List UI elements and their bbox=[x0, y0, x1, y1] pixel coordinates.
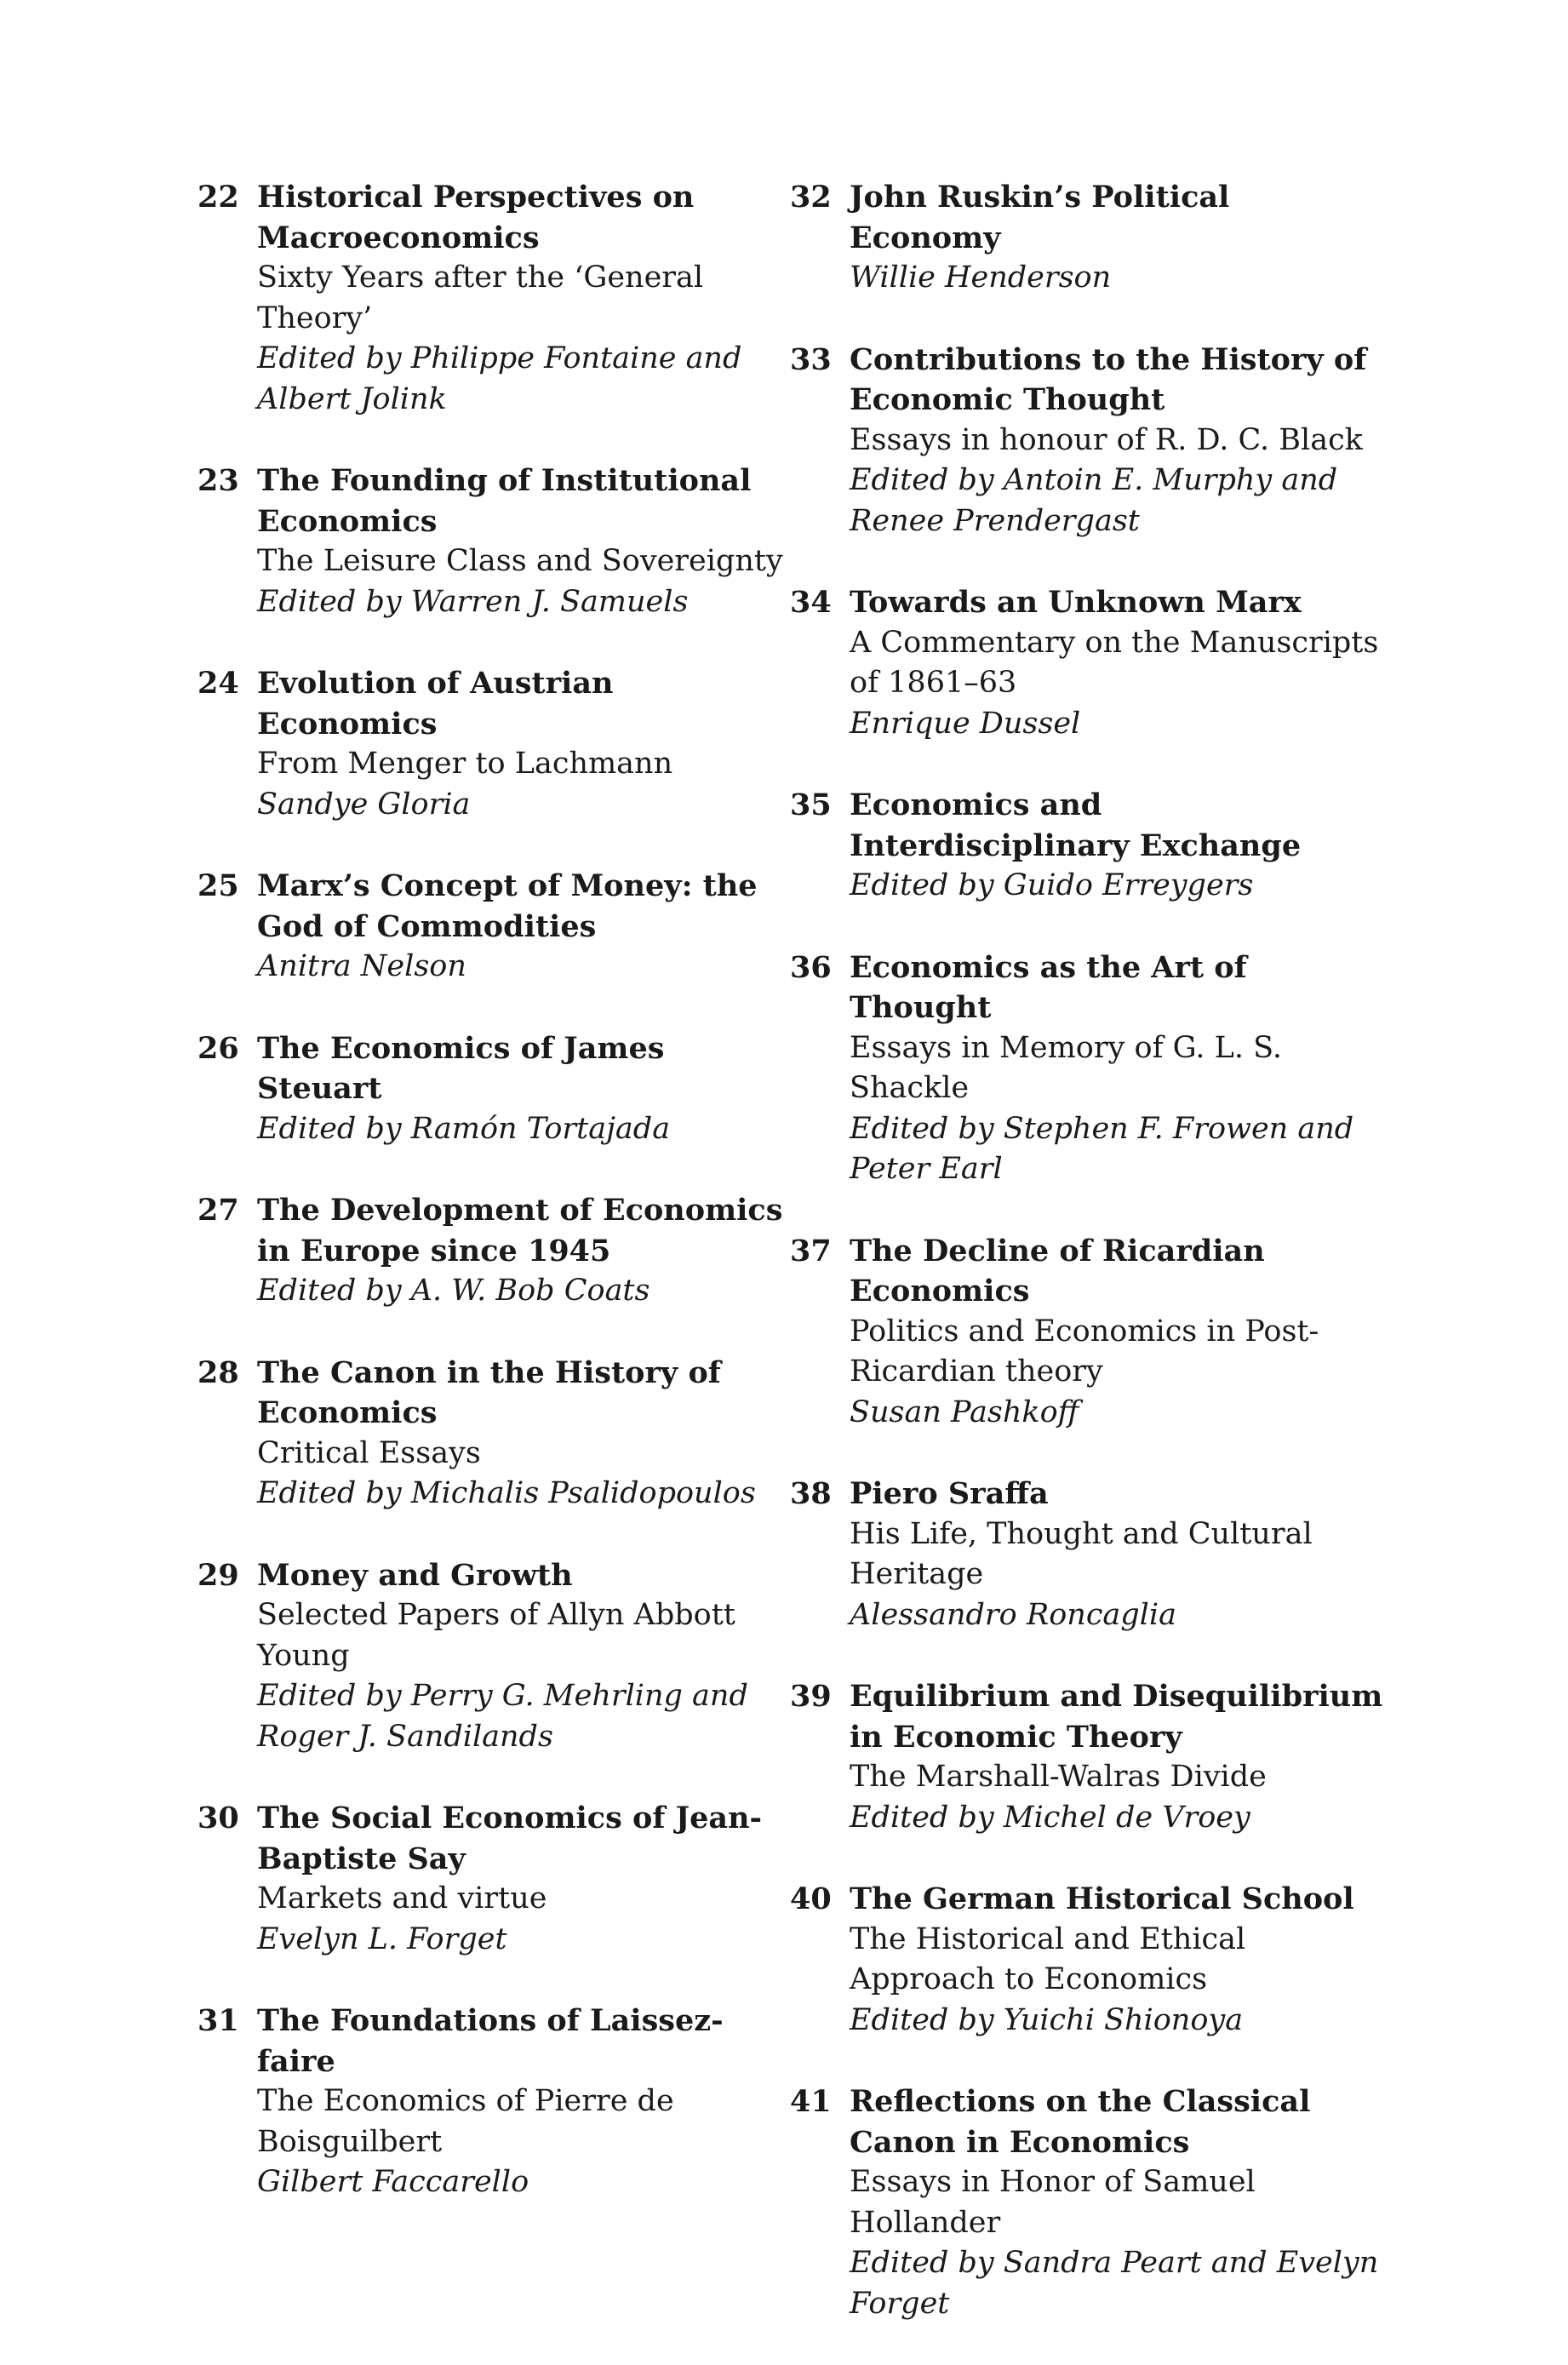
entry-number: 23 bbox=[197, 463, 239, 498]
entry-editor: Edited by Perry G. Mehrling and Roger J. Sandilands bbox=[257, 1679, 748, 1754]
series-entry-25 bbox=[197, 866, 793, 988]
entry-subtitle: From Menger to Lachmann bbox=[257, 747, 673, 781]
entry-title: Historical Perspectives on Macroeconomics bbox=[257, 180, 695, 255]
entry-editor: Edited by Guido Erreygers bbox=[850, 868, 1254, 902]
entry-editor: Edited by Stephen F. Frowen and Peter Earl bbox=[850, 1111, 1354, 1186]
entry-title: The Development of Economics in Europe since 1945 bbox=[257, 1193, 783, 1268]
entry-editor: Edited by Sandra Peart and Evelyn Forget bbox=[850, 2246, 1379, 2321]
series-entry-35 bbox=[790, 785, 1386, 907]
entry-subtitle: His Life, Thought and Cultural Heritage bbox=[850, 1516, 1313, 1591]
entry-title: Reflections on the Classical Canon in Economics bbox=[850, 2084, 1311, 2160]
right-column bbox=[790, 177, 1386, 2365]
entry-editor: Edited by Yuichi Shionoya bbox=[850, 2002, 1244, 2037]
series-entry-31 bbox=[197, 2001, 793, 2203]
entry-title: Money and Growth bbox=[257, 1557, 573, 1593]
entry-number: 37 bbox=[790, 1233, 832, 1268]
entry-title: The Economics of James Steuart bbox=[257, 1030, 665, 1106]
entry-number: 30 bbox=[197, 1801, 239, 1835]
entry-editor: Sandye Gloria bbox=[257, 787, 471, 822]
entry-editor: Gilbert Faccarello bbox=[257, 2165, 529, 2199]
entry-subtitle: Politics and Economics in Post-Ricardian theory bbox=[850, 1314, 1319, 1389]
entry-title: John Ruskin’s Political Economy bbox=[850, 180, 1230, 255]
entry-number: 40 bbox=[790, 1881, 832, 1916]
entry-editor: Edited by Michel de Vroey bbox=[850, 1800, 1250, 1835]
series-entry-32 bbox=[790, 177, 1386, 299]
entry-number: 29 bbox=[197, 1557, 239, 1593]
entry-number: 24 bbox=[197, 666, 239, 701]
series-entry-23 bbox=[197, 461, 793, 622]
entry-editor: Edited by Michalis Psalidopoulos bbox=[257, 1476, 756, 1510]
entry-title: Piero Sraffa bbox=[850, 1476, 1049, 1511]
entry-editor: Edited by Warren J. Samuels bbox=[257, 584, 689, 619]
entry-number: 34 bbox=[790, 585, 832, 620]
series-entry-33 bbox=[790, 340, 1386, 542]
entry-subtitle: Essays in honour of R. D. C. Black bbox=[850, 422, 1363, 457]
series-entry-41 bbox=[790, 2082, 1386, 2324]
entry-editor: Anitra Nelson bbox=[257, 949, 466, 983]
left-column bbox=[197, 177, 793, 2244]
entry-number: 27 bbox=[197, 1193, 239, 1228]
entry-title: The Founding of Institutional Economics bbox=[257, 463, 752, 539]
entry-subtitle: Essays in Memory of G. L. S. Shackle bbox=[850, 1030, 1282, 1105]
entry-editor: Susan Pashkoff bbox=[850, 1394, 1079, 1429]
entry-number: 41 bbox=[790, 2084, 832, 2119]
series-entry-24 bbox=[197, 663, 793, 825]
entry-number: 38 bbox=[790, 1476, 832, 1511]
entry-title: The Social Economics of Jean-Baptiste Say bbox=[257, 1801, 763, 1876]
series-entry-38 bbox=[790, 1474, 1386, 1635]
series-entry-40 bbox=[790, 1879, 1386, 2041]
series-entry-27 bbox=[197, 1190, 793, 1312]
series-entry-22 bbox=[197, 177, 793, 420]
entry-subtitle: Selected Papers of Allyn Abbott Young bbox=[257, 1598, 735, 1673]
entry-title: Towards an Unknown Marx bbox=[850, 585, 1302, 620]
entry-title: Marx’s Concept of Money: the God of Commodities bbox=[257, 868, 758, 944]
entry-number: 28 bbox=[197, 1354, 239, 1390]
entry-subtitle: Critical Essays bbox=[257, 1435, 481, 1470]
series-entry-37 bbox=[790, 1231, 1386, 1434]
entry-editor: Edited by Philippe Fontaine and Albert Jolink bbox=[257, 341, 742, 416]
entry-title: Economics as the Art of Thought bbox=[850, 949, 1247, 1025]
series-entry-36 bbox=[790, 948, 1386, 1190]
series-entry-34 bbox=[790, 582, 1386, 744]
entry-title: Evolution of Austrian Economics bbox=[257, 666, 614, 742]
entry-number: 31 bbox=[197, 2003, 239, 2038]
entry-title: The Foundations of Laissez-faire bbox=[257, 2003, 724, 2079]
series-entry-28 bbox=[197, 1353, 793, 1515]
series-entry-29 bbox=[197, 1555, 793, 1758]
entry-number: 35 bbox=[790, 787, 832, 822]
entry-title: The Canon in the History of Economics bbox=[257, 1354, 721, 1430]
entry-subtitle: The Historical and Ethical Approach to Economics bbox=[850, 1921, 1246, 1996]
entry-subtitle: Sixty Years after the ‘General Theory’ bbox=[257, 261, 704, 335]
entry-number: 22 bbox=[197, 180, 239, 215]
entry-subtitle: Markets and virtue bbox=[257, 1881, 547, 1915]
entry-number: 39 bbox=[790, 1679, 832, 1714]
entry-editor: Alessandro Roncaglia bbox=[850, 1597, 1176, 1632]
entry-subtitle: A Commentary on the Manuscripts of 1861–63 bbox=[850, 625, 1379, 700]
series-entry-39 bbox=[790, 1676, 1386, 1838]
entry-number: 25 bbox=[197, 868, 239, 903]
entry-editor: Enrique Dussel bbox=[850, 706, 1081, 741]
series-entry-26 bbox=[197, 1028, 793, 1150]
entry-subtitle: The Leisure Class and Sovereignty bbox=[257, 544, 783, 578]
entry-editor: Willie Henderson bbox=[850, 261, 1112, 295]
entry-editor: Edited by Ramón Tortajada bbox=[257, 1111, 671, 1146]
entry-number: 26 bbox=[197, 1030, 239, 1066]
entry-number: 36 bbox=[790, 949, 832, 985]
entry-subtitle: The Economics of Pierre de Boisguilbert bbox=[257, 2084, 674, 2159]
entry-title: Contributions to the History of Economic Thought bbox=[850, 341, 1367, 417]
entry-editor: Edited by A. W. Bob Coats bbox=[257, 1274, 650, 1308]
entry-subtitle: The Marshall-Walras Divide bbox=[850, 1760, 1267, 1794]
entry-number: 32 bbox=[790, 180, 832, 215]
entry-title: The Decline of Ricardian Economics bbox=[850, 1233, 1265, 1308]
entry-title: Equilibrium and Disequilibrium in Economic Theory bbox=[850, 1679, 1383, 1755]
entry-title: The German Historical School bbox=[850, 1881, 1354, 1916]
series-entry-30 bbox=[197, 1798, 793, 1960]
entry-subtitle: Essays in Honor of Samuel Hollander bbox=[850, 2165, 1256, 2240]
entry-title: Economics and Interdisciplinary Exchange bbox=[850, 787, 1302, 863]
entry-editor: Edited by Antoin E. Murphy and Renee Prendergast bbox=[850, 463, 1338, 538]
entry-number: 33 bbox=[790, 341, 832, 377]
entry-editor: Evelyn L. Forget bbox=[257, 1921, 507, 1956]
